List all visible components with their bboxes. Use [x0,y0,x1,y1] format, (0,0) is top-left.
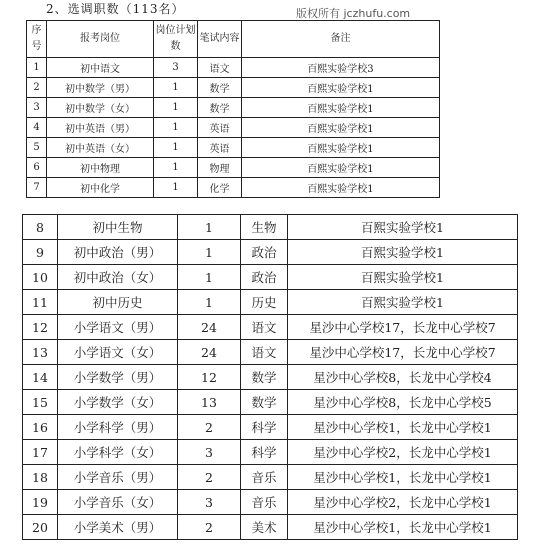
table-row [23,440,518,465]
cell-note: 星沙中心学校8，长龙中心学校5 [288,390,518,415]
table-row [27,178,440,198]
cell-position: 小学音乐（男） [58,465,178,490]
table-row [23,465,518,490]
cell-seq: 4 [27,118,47,138]
cell-exam: 音乐 [241,465,288,490]
cell-seq: 10 [23,265,58,290]
cell-plan: 3 [178,490,241,515]
cell-exam: 语文 [241,315,288,340]
cell-plan: 3 [154,58,198,78]
cell-plan: 1 [154,78,198,98]
cell-exam: 音乐 [241,490,288,515]
cell-exam: 生物 [241,215,288,240]
table-upper [26,20,440,198]
cell-note: 百熙实验学校1 [242,158,440,178]
cell-exam: 语文 [241,340,288,365]
cell-position: 初中英语（男） [47,118,154,138]
table-row [23,290,518,315]
header-exam: 笔试内容 [198,21,242,58]
cell-seq: 15 [23,390,58,415]
cell-note: 星沙中心学校1，长龙中心学校1 [288,515,518,540]
cell-exam: 化学 [198,178,242,198]
cell-exam: 数学 [241,365,288,390]
cell-position: 小学音乐（女） [58,490,178,515]
header-position: 报考岗位 [47,21,154,58]
cell-position: 小学科学（男） [58,415,178,440]
cell-plan: 12 [178,365,241,390]
cell-note: 百熙实验学校1 [242,138,440,158]
cell-note: 百熙实验学校1 [288,240,518,265]
cell-plan: 1 [154,158,198,178]
cell-exam: 数学 [198,98,242,118]
cell-seq: 8 [23,215,58,240]
cell-plan: 3 [178,440,241,465]
cell-seq: 18 [23,465,58,490]
cell-plan: 1 [178,240,241,265]
cell-position: 初中数学（女） [47,98,154,118]
cell-seq: 3 [27,98,47,118]
cell-note: 百熙实验学校1 [288,265,518,290]
table-row [27,78,440,98]
table-row [27,98,440,118]
table-lower [22,214,518,540]
cell-exam: 英语 [198,138,242,158]
table-row [23,265,518,290]
table-row [27,58,440,78]
cell-seq: 11 [23,290,58,315]
cell-position: 小学数学（男） [58,365,178,390]
cell-seq: 17 [23,440,58,465]
cell-note: 百熙实验学校1 [242,98,440,118]
cell-exam: 语文 [198,58,242,78]
cell-seq: 9 [23,240,58,265]
cell-plan: 1 [178,265,241,290]
cell-plan: 1 [154,178,198,198]
cell-seq: 12 [23,315,58,340]
cell-note: 星沙中心学校8，长龙中心学校4 [288,365,518,390]
cell-note: 星沙中心学校17，长龙中心学校7 [288,340,518,365]
table-row [23,390,518,415]
watermark: 版权所有 jczhufu.com [296,7,411,20]
table-row [23,315,518,340]
cell-position: 小学数学（女） [58,390,178,415]
table-header-row [27,21,440,58]
table-row [23,515,518,540]
table-row [23,240,518,265]
cell-note: 百熙实验学校1 [242,118,440,138]
cell-seq: 19 [23,490,58,515]
table-row [23,415,518,440]
cell-note: 百熙实验学校1 [242,78,440,98]
cell-note: 星沙中心学校1，长龙中心学校1 [288,465,518,490]
cell-exam: 数学 [241,390,288,415]
table-row [23,340,518,365]
cell-seq: 6 [27,158,47,178]
cell-note: 百熙实验学校1 [288,290,518,315]
cell-position: 小学语文（男） [58,315,178,340]
cell-exam: 科学 [241,415,288,440]
cell-position: 小学语文（女） [58,340,178,365]
cell-position: 初中语文 [47,58,154,78]
cell-exam: 美术 [241,515,288,540]
table-row [27,138,440,158]
cell-plan: 2 [178,515,241,540]
cell-note: 星沙中心学校1，长龙中心学校1 [288,415,518,440]
cell-exam: 英语 [198,118,242,138]
table-row [27,158,440,178]
cell-seq: 13 [23,340,58,365]
cell-plan: 24 [178,340,241,365]
cell-position: 初中生物 [58,215,178,240]
cell-plan: 13 [178,390,241,415]
cell-note: 百熙实验学校1 [288,215,518,240]
cell-position: 初中化学 [47,178,154,198]
cell-exam: 数学 [198,78,242,98]
cell-seq: 14 [23,365,58,390]
header-note: 备注 [242,21,440,58]
cell-plan: 1 [154,118,198,138]
cell-position: 初中政治（男） [58,240,178,265]
table-row [23,215,518,240]
cell-note: 百熙实验学校1 [242,178,440,198]
cell-exam: 政治 [241,240,288,265]
cell-position: 初中英语（女） [47,138,154,158]
cell-seq: 16 [23,415,58,440]
cell-position: 初中政治（女） [58,265,178,290]
cell-note: 百熙实验学校3 [242,58,440,78]
cell-seq: 1 [27,58,47,78]
cell-exam: 政治 [241,265,288,290]
cell-note: 星沙中心学校2，长龙中心学校1 [288,490,518,515]
cell-exam: 历史 [241,290,288,315]
cell-plan: 2 [178,415,241,440]
cell-note: 星沙中心学校17，长龙中心学校7 [288,315,518,340]
cell-position: 初中物理 [47,158,154,178]
cell-position: 小学科学（女） [58,440,178,465]
table-row [23,490,518,515]
section-heading: 2、选调职数（113名） [46,2,185,16]
cell-exam: 物理 [198,158,242,178]
header-plan: 岗位计划数 [154,21,198,58]
cell-exam: 科学 [241,440,288,465]
cell-plan: 2 [178,465,241,490]
header-seq: 序号 [27,21,47,58]
cell-position: 小学美术（男） [58,515,178,540]
cell-position: 初中历史 [58,290,178,315]
cell-plan: 1 [154,98,198,118]
table-row [27,118,440,138]
cell-plan: 1 [178,215,241,240]
cell-seq: 2 [27,78,47,98]
cell-plan: 24 [178,315,241,340]
table-row [23,365,518,390]
cell-seq: 5 [27,138,47,158]
cell-plan: 1 [178,290,241,315]
cell-plan: 1 [154,138,198,158]
cell-seq: 7 [27,178,47,198]
cell-position: 初中数学（男） [47,78,154,98]
cell-note: 星沙中心学校2，长龙中心学校1 [288,440,518,465]
cell-seq: 20 [23,515,58,540]
